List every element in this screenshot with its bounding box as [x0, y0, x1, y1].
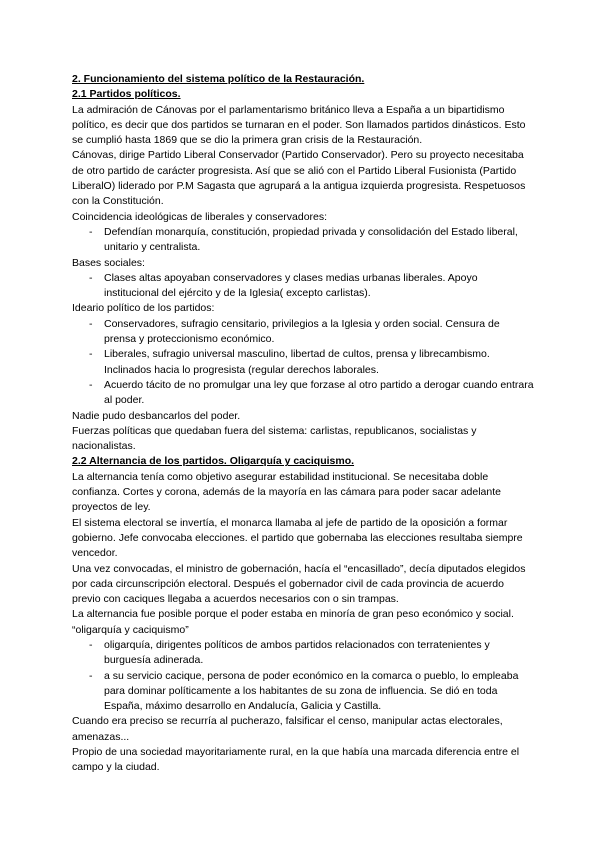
dash-bullet: -	[89, 669, 93, 682]
list-item-text: Conservadores, sufragio censitario, privilegios a la Iglesia y orden social. Censura de prensa y proteccionismo económico.	[104, 317, 500, 346]
list-item	[72, 669, 534, 715]
list-item-text: Acuerdo tácito de no promulgar una ley que forzase al otro partido a derogar cuando entrara al poder.	[104, 378, 534, 407]
list-label: Coincidencia ideológicas de liberales y conservadores:	[72, 210, 328, 223]
ideario-list	[72, 317, 534, 409]
list-label: Ideario político de los partidos:	[72, 302, 215, 315]
dash-bullet: -	[89, 638, 93, 651]
section-heading-alternancia: 2.2 Alternancia de los partidos. Oligarquía y caciquismo.	[72, 455, 355, 468]
list-item-text: Liberales, sufragio universal masculino, libertad de cultos, prensa y librecambismo. Inclinados hacia lo progresista (regular derechos laborales.	[104, 348, 490, 376]
section-heading-partidos: 2.1 Partidos políticos.	[72, 88, 181, 101]
list-item-text: Clases altas apoyaban conservadores y clases medias urbanas liberales. Apoyo institucional del ejército y de la Iglesia( excepto carlistas).	[104, 271, 478, 300]
paragraph: La alternancia fue posible porque el poder estaba en minoría de gran peso económico y social. “oligarquía y caciquismo”	[72, 608, 514, 636]
list-item	[72, 317, 534, 348]
paragraph: Nadie pudo desbancarlos del poder.	[72, 409, 241, 422]
list-label: Bases sociales:	[72, 256, 145, 269]
paragraph: Fuerzas políticas que quedaban fuera del sistema: carlistas, republicanos, socialistas y nacionalistas.	[72, 424, 477, 453]
bases-list	[72, 271, 534, 302]
dash-bullet: -	[89, 348, 93, 361]
paragraph: Propio de una sociedad mayoritariamente rural, en la que había una marcada diferencia entre el campo y la ciudad.	[72, 746, 520, 774]
list-item	[72, 638, 534, 669]
paragraph: La alternancia tenía como objetivo asegurar estabilidad institucional. Se necesitaba doble confianza. Cortes y corona, además de la mayoría en las cámara para poder sacar adelante proyectos de ley.	[72, 470, 501, 514]
list-item	[72, 225, 534, 256]
paragraph: Cánovas, dirige Partido Liberal Conservador (Partido Conservador). Pero su proyecto necesitaba de otro partido de carácter progresista. Así que se alió con el Partido Liberal Fusionista (Partido LiberalO) liderado por P.M Sagasta que agrupará a la antigua izquierda progresista. Respetuosos con la Constitución.	[72, 149, 526, 208]
paragraph: La admiración de Cánovas por el parlamentarismo británico lleva a España a un bipartidismo político, es decir que dos partidos se turnaran en el poder. Son llamados partidos dinásticos. Esto se cumplió hasta 1869 que se dio la primera gran crisis de la Restauración.	[72, 103, 526, 147]
list-item	[72, 378, 534, 409]
document-page	[72, 72, 534, 776]
dash-bullet: -	[89, 271, 93, 284]
document-title: 2. Funcionamiento del sistema político de la Restauración.	[72, 73, 365, 85]
list-item-text: a su servicio cacique, persona de poder económico en la comarca o pueblo, lo empleaba para dominar políticamente a los habitantes de su zona de influencia. Se dió en toda España, máximo desarrollo en Andalucía, Galicia y Castilla.	[104, 669, 519, 713]
dash-bullet: -	[89, 317, 93, 330]
list-item-text: oligarquía, dirigentes políticos de ambos partidos relacionados con terratenientes y burguesía adinerada.	[104, 638, 490, 667]
list-item-text: Defendían monarquía, constitución, propiedad privada y consolidación del Estado liberal, unitario y centralista.	[104, 225, 518, 254]
list-item	[72, 347, 534, 378]
coincidencia-list	[72, 225, 534, 256]
dash-bullet: -	[89, 378, 93, 391]
list-item	[72, 271, 534, 302]
paragraph: Una vez convocadas, el ministro de gobernación, hacía el “encasillado”, decía diputados elegidos por cada circunscripción electoral. Después el gobernador civil de cada provincia de acuerdo previo con caciques llegaba a acuerdos necesarios con o sin trampas.	[72, 562, 526, 606]
oligarquia-list	[72, 638, 534, 714]
paragraph: El sistema electoral se invertía, el monarca llamaba al jefe de partido de la oposición a formar gobierno. Jefe convocaba elecciones. el partido que gobernaba las elecciones resultaba siempre vencedor.	[72, 516, 523, 560]
paragraph: Cuando era preciso se recurría al pucherazo, falsificar el censo, manipular actas electorales, amenazas...	[72, 715, 503, 743]
dash-bullet: -	[89, 225, 93, 238]
